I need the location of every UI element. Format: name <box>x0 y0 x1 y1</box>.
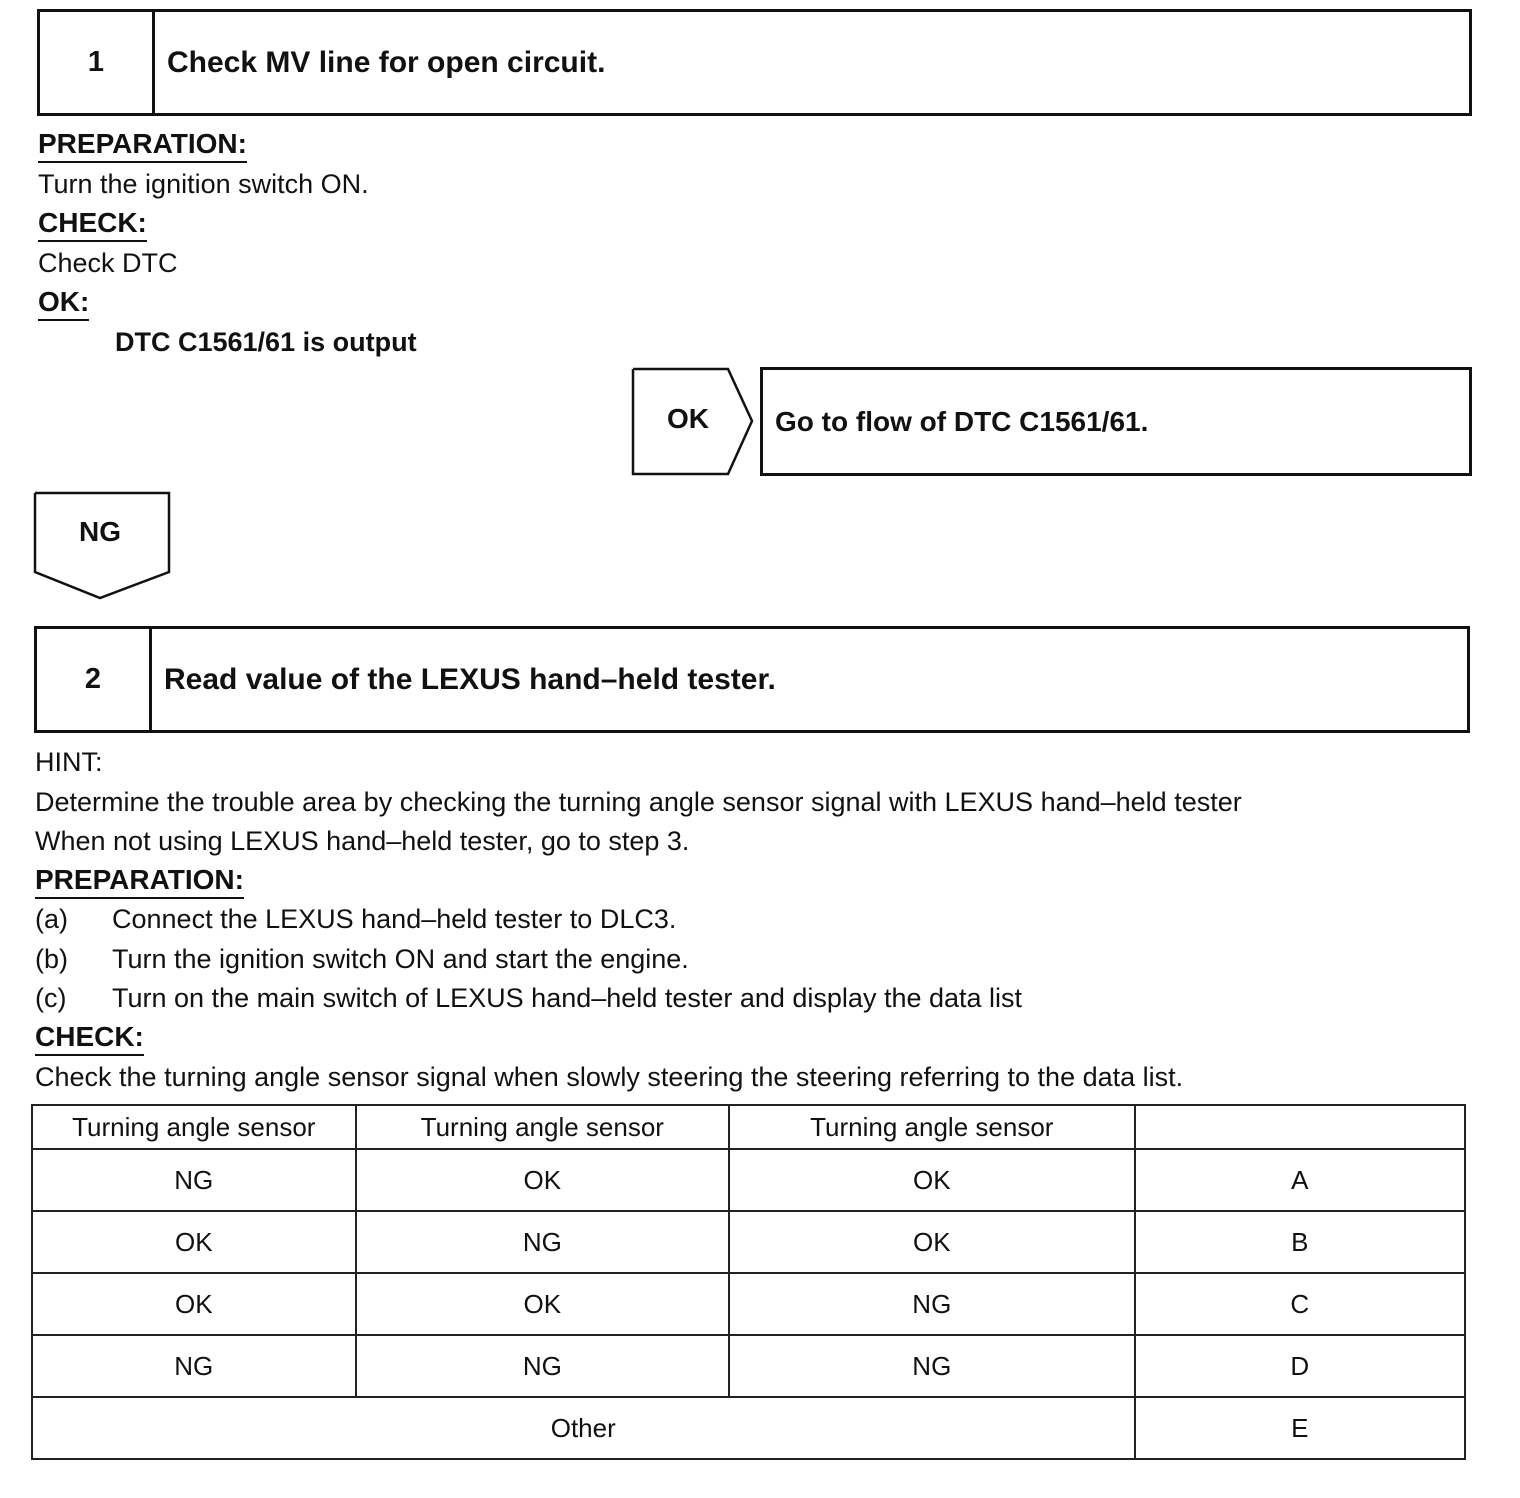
table-cell: NG <box>32 1149 356 1211</box>
table-header-cell: Turning angle sensor <box>356 1105 730 1149</box>
step-2-box <box>34 626 1470 733</box>
table-cell: NG <box>729 1273 1134 1335</box>
step-1-box <box>37 9 1472 116</box>
step-2-number: 2 <box>37 629 152 730</box>
ng-arrow-label: NG <box>79 516 121 547</box>
step-2-hint-line-1: Determine the trouble area by checking the turning angle sensor signal with LEXUS hand–held tester <box>35 787 1242 817</box>
step-2-check-heading: CHECK: <box>35 1021 144 1056</box>
table-header-cell: Turning angle sensor <box>729 1105 1134 1149</box>
table-cell: OK <box>729 1149 1134 1211</box>
table-header-cell <box>1135 1105 1465 1149</box>
table-row <box>32 1273 1465 1335</box>
ok-result-box: Go to flow of DTC C1561/61. <box>760 367 1472 476</box>
result-table <box>31 1104 1466 1460</box>
step-2-title: Read value of the LEXUS hand–held tester. <box>164 662 776 696</box>
table-cell: OK <box>32 1211 356 1273</box>
table-cell: OK <box>729 1211 1134 1273</box>
table-row <box>32 1211 1465 1273</box>
step-1-title: Check MV line for open circuit. <box>167 45 606 79</box>
prep-item-a-label: (a) <box>35 904 68 934</box>
table-cell: NG <box>356 1211 730 1273</box>
step-1-number: 1 <box>40 12 155 113</box>
step-1-preparation-text: Turn the ignition switch ON. <box>38 169 369 199</box>
table-cell: NG <box>729 1335 1134 1397</box>
step-2-hint-line-2: When not using LEXUS hand–held tester, go to step 3. <box>35 826 690 856</box>
table-cell: C <box>1135 1273 1465 1335</box>
table-row <box>32 1149 1465 1211</box>
table-cell: OK <box>356 1149 730 1211</box>
step-2-hint-heading: HINT: <box>35 747 103 777</box>
ok-arrow-label: OK <box>667 403 709 434</box>
prep-item-c-text: Turn on the main switch of LEXUS hand–held tester and display the data list <box>112 983 1023 1013</box>
table-cell: A <box>1135 1149 1465 1211</box>
table-header-cell: Turning angle sensor <box>32 1105 356 1149</box>
table-row <box>32 1335 1465 1397</box>
table-cell: OK <box>32 1273 356 1335</box>
prep-item-b-label: (b) <box>35 944 68 974</box>
prep-item-c-label: (c) <box>35 983 67 1013</box>
step-1-check-heading: CHECK: <box>38 207 147 242</box>
step-1-check-text: Check DTC <box>38 248 178 278</box>
step-1-ok-text: DTC C1561/61 is output <box>115 327 417 357</box>
step-1-preparation-heading: PREPARATION: <box>38 128 247 163</box>
table-header-row <box>32 1105 1465 1149</box>
table-row-other <box>32 1397 1465 1459</box>
table-cell: OK <box>356 1273 730 1335</box>
step-2-check-text: Check the turning angle sensor signal when slowly steering the steering referring to the data list. <box>35 1062 1184 1092</box>
table-cell: NG <box>32 1335 356 1397</box>
step-1-ok-heading: OK: <box>38 286 89 321</box>
table-other-label: Other <box>32 1397 1135 1459</box>
table-other-result: E <box>1135 1397 1465 1459</box>
table-cell: D <box>1135 1335 1465 1397</box>
step-2-preparation-heading: PREPARATION: <box>35 864 244 899</box>
table-cell: B <box>1135 1211 1465 1273</box>
prep-item-b-text: Turn the ignition switch ON and start the engine. <box>112 944 689 974</box>
prep-item-a-text: Connect the LEXUS hand–held tester to DLC3. <box>112 904 677 934</box>
table-cell: NG <box>356 1335 730 1397</box>
